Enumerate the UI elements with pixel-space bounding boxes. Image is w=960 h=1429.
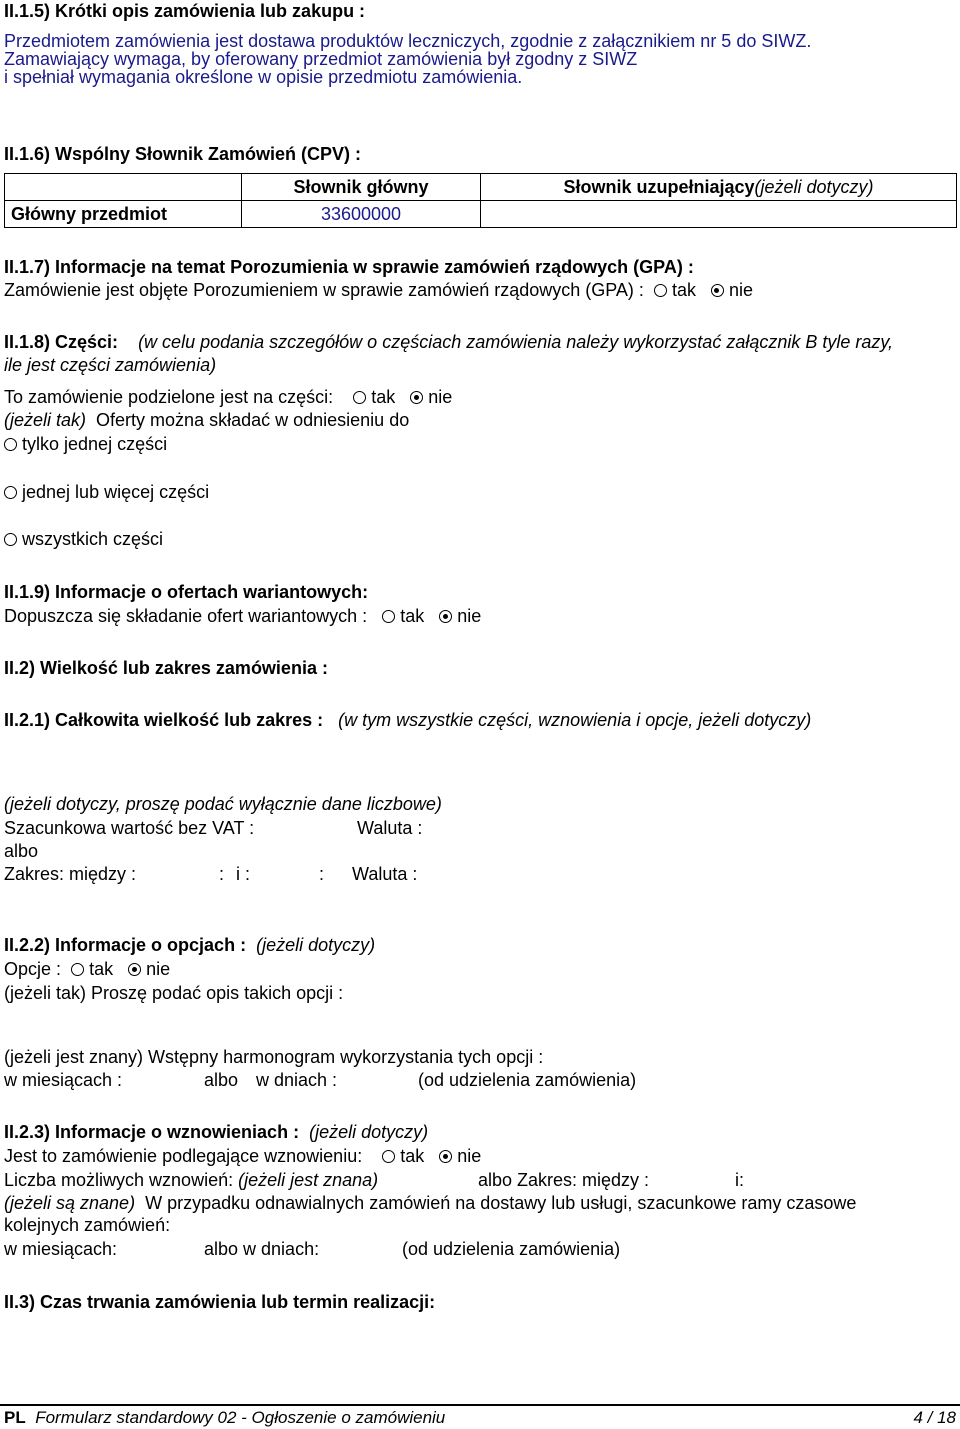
section-heading-ii-2-3: II.2.3) Informacje o wznowieniach : [4, 1122, 300, 1142]
variants-no-label: nie [457, 606, 482, 626]
range-currency-label: Waluta : [352, 864, 418, 884]
parts-question-label: To zamówienie podzielone jest na części: [4, 387, 334, 407]
options-months-label: w miesiącach : [4, 1070, 123, 1090]
variants-no-radio-icon[interactable] [439, 610, 452, 623]
renewals-para-line-2: kolejnych zamówień: [4, 1215, 171, 1235]
parts-yes-label: tak [371, 387, 396, 407]
renewals-yes-label: tak [400, 1146, 425, 1166]
some-parts-label: jednej lub więcej części [22, 482, 210, 502]
variants-question [4, 605, 481, 627]
footer-rule [0, 1404, 960, 1406]
parts-no-label: nie [428, 387, 453, 407]
section-heading-ii-2: II.2) Wielkość lub zakres zamówienia : [4, 658, 328, 678]
renewals-para-line-1 [4, 1192, 856, 1214]
gpa-question [4, 279, 753, 301]
one-part-radio-icon[interactable] [4, 438, 17, 451]
some-parts-radio-icon[interactable] [4, 486, 17, 499]
currency-label: Waluta : [357, 818, 423, 838]
cpv-row-label: Główny przedmiot [5, 201, 242, 228]
section-heading-ii-2-2: II.2.2) Informacje o opcjach : [4, 935, 247, 955]
range-colon: : [219, 864, 225, 884]
range-colon-2: : [319, 864, 325, 884]
offers-text: Oferty można składać w odniesieniu do [96, 410, 410, 430]
gpa-yes-label: tak [671, 280, 696, 300]
options-describe: (jeżeli tak) Proszę podać opis takich opcji : [4, 983, 344, 1003]
cpv-supp-code [481, 201, 957, 228]
options-no-radio-icon[interactable] [128, 963, 141, 976]
or-label: albo [4, 841, 39, 861]
variants-question-label: Dopuszcza się składanie ofert wariantowych : [4, 606, 368, 626]
variants-yes-radio-icon[interactable] [382, 610, 395, 623]
renewals-range-label: albo Zakres: między : [478, 1170, 650, 1190]
section-heading-ii-1-6: II.1.6) Wspólny Słownik Zamówień (CPV) : [4, 144, 362, 164]
renewals-and-label: i: [735, 1170, 744, 1190]
parts-note-line-1: (w celu podania szczegółów o częściach zamówienia należy wykorzystać załącznik B tyle razy, [138, 332, 894, 352]
section-heading-ii-2-1: II.2.1) Całkowita wielkość lub zakres : [4, 710, 324, 730]
renewals-yes-radio-icon[interactable] [382, 1150, 395, 1163]
cpv-table [4, 173, 957, 228]
section-heading-ii-3: II.3) Czas trwania zamówienia lub termin realizacji: [4, 1292, 436, 1312]
est-value-label: Szacunkowa wartość bez VAT : [4, 818, 255, 838]
offers-if-yes: (jeżeli tak) [4, 410, 87, 430]
renewals-count [4, 1169, 378, 1191]
parts-no-radio-icon[interactable] [410, 391, 423, 404]
all-parts-label: wszystkich części [22, 529, 164, 549]
options-no-label: nie [146, 959, 171, 979]
description-line-1: Przedmiotem zamówienia jest dostawa produktów leczniczych, zgodnie z załącznikiem nr 5 do SIWZ. [4, 31, 812, 51]
parts-note-line-2: ile jest części zamówienia) [4, 355, 217, 375]
cpv-main-header: Słownik główny [242, 174, 481, 201]
renewals-para-text: W przypadku odnawialnych zamówień na dostawy lub usługi, szacunkowe ramy czasowe [145, 1193, 857, 1213]
footer-lang: PL [4, 1408, 26, 1427]
renewals-question-label: Jest to zamówienie podlegające wznowieniu: [4, 1146, 363, 1166]
options-or-label: albo [204, 1070, 239, 1090]
options-heading-line [4, 934, 375, 956]
section-heading-ii-1-8: II.1.8) Części: [4, 332, 119, 352]
renewals-count-note: (jeżeli jest znana) [238, 1170, 379, 1190]
renewals-heading-line [4, 1121, 428, 1143]
options-question [4, 958, 170, 980]
section-heading-ii-1-5: II.1.5) Krótki opis zamówienia lub zakupu : [4, 1, 366, 21]
cpv-supp-header: Słownik uzupełniający(jeżeli dotyczy) [481, 174, 957, 201]
description-line-3: i spełniał wymagania określone w opisie przedmiotu zamówienia. [4, 67, 523, 87]
gpa-no-label: nie [729, 280, 754, 300]
parts-heading-line [4, 331, 893, 353]
description-line-2: Zamawiający wymaga, by oferowany przedmiot zamówienia był zgodny z SIWZ [4, 49, 638, 69]
all-parts-radio-icon[interactable] [4, 533, 17, 546]
renewals-from-award: (od udzielenia zamówienia) [402, 1239, 621, 1259]
gpa-no-radio-icon[interactable] [711, 284, 724, 297]
scope-note: (w tym wszystkie części, wznowienia i opcje, jeżeli dotyczy) [338, 710, 812, 730]
range-label: Zakres: między : [4, 864, 137, 884]
options-yes-radio-icon[interactable] [71, 963, 84, 976]
options-yes-label: tak [89, 959, 114, 979]
renewals-no-radio-icon[interactable] [439, 1150, 452, 1163]
cpv-main-code: 33600000 [242, 201, 481, 228]
numeric-note: (jeżeli dotyczy, proszę podać wyłącznie dane liczbowe) [4, 794, 442, 814]
renewals-note: (jeżeli dotyczy) [309, 1122, 429, 1142]
section-heading-ii-1-9: II.1.9) Informacje o ofertach wariantowych: [4, 582, 369, 602]
renewals-if-known: (jeżeli są znane) [4, 1193, 136, 1213]
offers-line [4, 409, 409, 431]
options-from-award: (od udzielenia zamówienia) [418, 1070, 637, 1090]
renewals-count-label: Liczba możliwych wznowień: [4, 1170, 234, 1190]
option-all-parts[interactable] [4, 528, 163, 550]
footer-form-name: Formularz standardowy 02 - Ogłoszenie o zamówieniu [35, 1408, 446, 1427]
renewals-months-label: w miesiącach: [4, 1239, 118, 1259]
renewals-days-label: albo w dniach: [204, 1239, 320, 1259]
option-some-parts[interactable] [4, 481, 209, 503]
footer [4, 1407, 445, 1429]
scope-heading-line [4, 709, 811, 731]
cpv-empty-header [5, 174, 242, 201]
options-note: (jeżeli dotyczy) [256, 935, 376, 955]
gpa-question-label: Zamówienie jest objęte Porozumieniem w sprawie zamówień rządowych (GPA) : [4, 280, 644, 300]
section-heading-ii-1-7: II.1.7) Informacje na temat Porozumienia w sprawie zamówień rządowych (GPA) : [4, 257, 694, 277]
renewals-question [4, 1145, 481, 1167]
variants-yes-label: tak [400, 606, 425, 626]
footer-page-number: 4 / 18 [913, 1408, 956, 1427]
options-label: Opcje : [4, 959, 62, 979]
one-part-label: tylko jednej części [22, 434, 168, 454]
parts-yes-radio-icon[interactable] [353, 391, 366, 404]
options-schedule: (jeżeli jest znany) Wstępny harmonogram wykorzystania tych opcji : [4, 1047, 544, 1067]
range-and-label: i : [236, 864, 251, 884]
options-days-label: w dniach : [256, 1070, 338, 1090]
renewals-no-label: nie [457, 1146, 482, 1166]
option-one-part[interactable] [4, 433, 167, 455]
parts-question [4, 386, 452, 408]
gpa-yes-radio-icon[interactable] [654, 284, 667, 297]
